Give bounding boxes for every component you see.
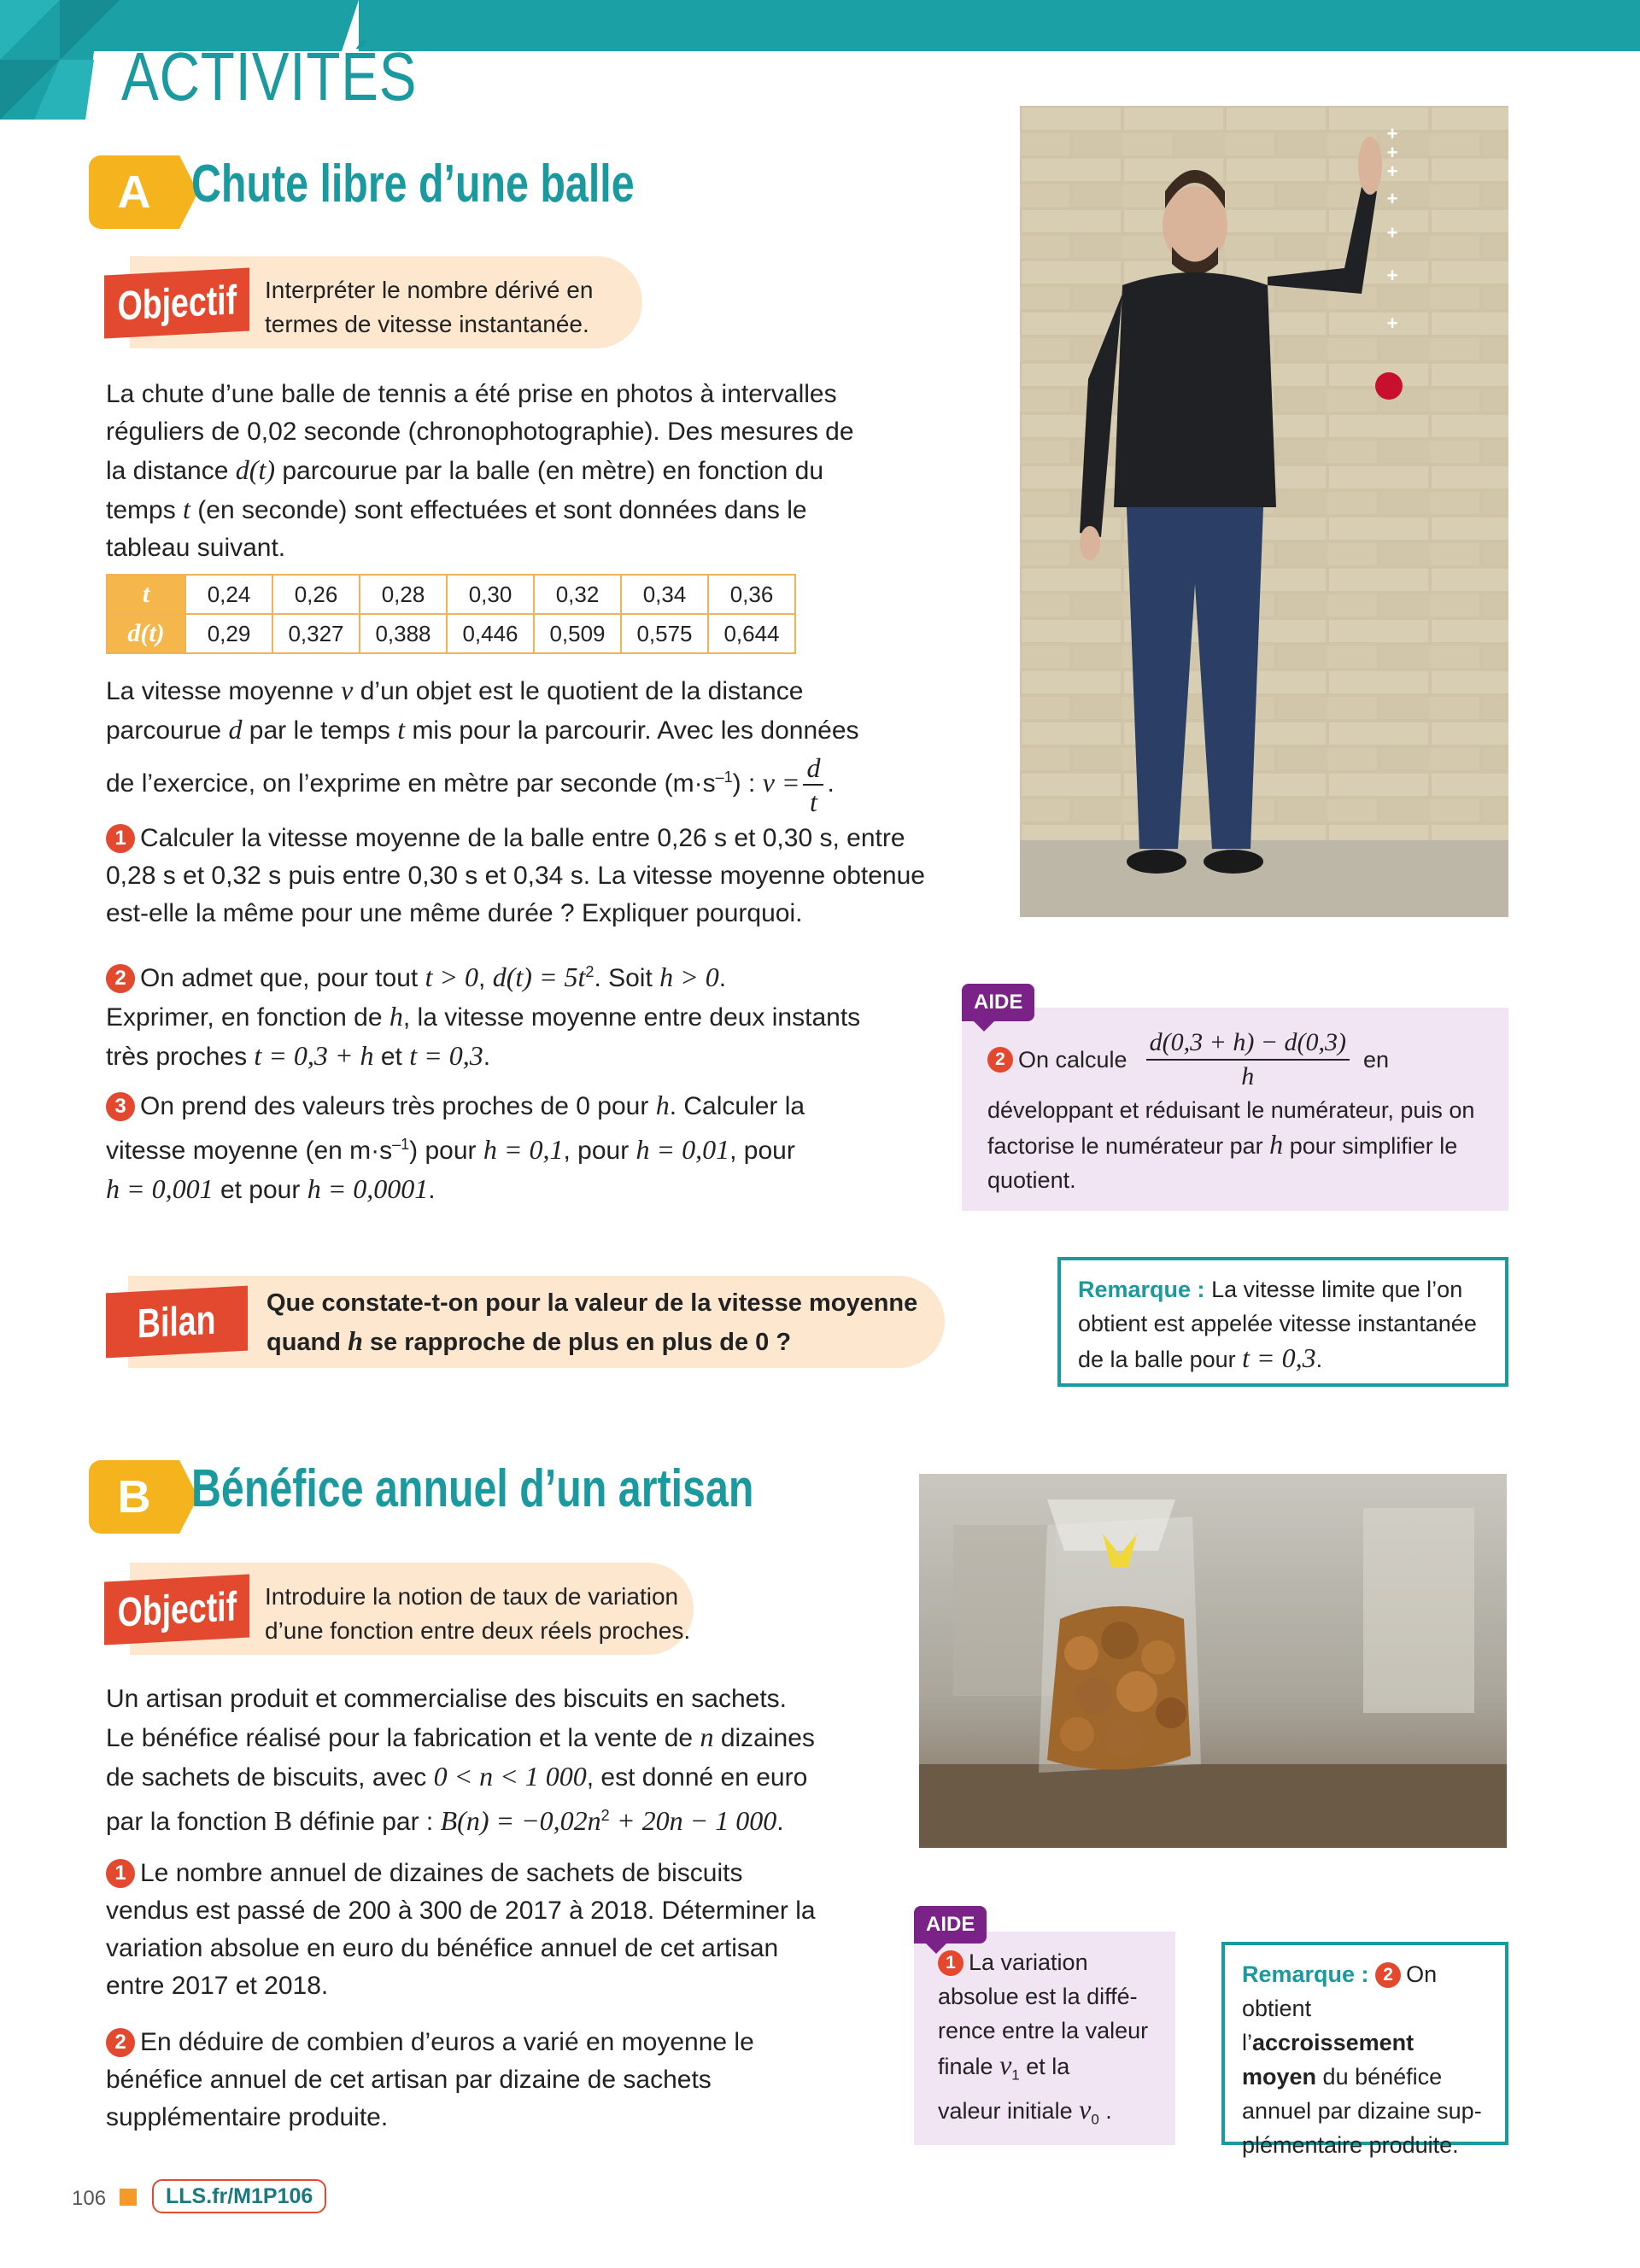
section-b-letter: B: [89, 1460, 179, 1534]
page-number: 106: [72, 2187, 107, 2210]
table-cell: 0,388: [360, 614, 447, 653]
footer-link[interactable]: LLS.fr/M1P106: [152, 2179, 326, 2213]
table-cell: 0,327: [272, 614, 360, 653]
footer-square: [120, 2189, 137, 2206]
table-cell: 0,30: [447, 575, 534, 614]
table-cell: 0,644: [708, 614, 795, 653]
table-cell: 0,36: [708, 575, 795, 614]
question-b2: 2 En déduire de combien d’euros a varié en moyenne le bénéfice annuel de cet artisan par dizaine de sachets supplémentaire produite.: [106, 2028, 754, 2131]
question-number-badge: 3: [106, 1092, 135, 1121]
table-cell: 0,26: [272, 575, 360, 614]
question-number-badge: 2: [987, 1047, 1013, 1073]
question-number-badge: 1: [938, 1950, 964, 1976]
table-cell: 0,24: [185, 575, 272, 614]
aide-fraction: $\frac{d(0,3 + h) - d(0,3)}{h}$: [1146, 1026, 1350, 1093]
table-cell: 0,28: [360, 575, 447, 614]
vitesse-definition: La vitesse moyenne v d’un objet est le quotient de la distance parcourue d par le temps t mis pour la parcourir. Avec les données de l’exercice, on l’exprime en mètre par seconde $(m\cdot s^{-1})$ : v = $\frac{d}{t}$ .: [106, 675, 859, 817]
header-band: [359, 0, 1640, 51]
table-row-header: t: [107, 575, 185, 614]
question-number-badge: 2: [106, 2028, 135, 2057]
aide-a-box: 2 On calcule $\frac{d(0,3 + h) - d(0,3)}{h}$ en développant et réduisant le numérateur, puis on factorise le numérateur par h pour simplifier le quotient.: [962, 1008, 1508, 1211]
section-b-intro: Un artisan produit et commercialise des biscuits en sachets. Le bénéfice réalisé pour la fabrication et la vente de n dizaines de sachets de biscuits, avec 0 < n < 1 000, est donné en euro par la fonction B définie par : $B(n) = -0,02n^2 + 20n - 1$ 000.: [106, 1685, 815, 1836]
table-cell: 0,509: [534, 614, 621, 653]
objectif-a: [104, 256, 642, 348]
question-a1: 1 Calculer la vitesse moyenne de la balle entre 0,26 s et 0,30 s, entre 0,28 s et 0,32 s puis entre 0,30 s et 0,34 s. La vitesse moyenne obtenue est-elle la même pour une même durée ? Expliquer pourquoi.: [106, 824, 925, 927]
table-row-header: d(t): [107, 614, 185, 653]
section-a-title: Chute libre d’une balle: [191, 155, 635, 213]
aide-b-box: 1 La variation absolue est la diffé- rence entre la valeur finale $v_1$ et la valeur initiale $v_0$ .: [914, 1932, 1175, 2145]
question-number-badge: 1: [106, 824, 135, 853]
table-cell: 0,446: [447, 614, 534, 653]
table-cell: 0,575: [621, 614, 708, 653]
remarque-b-box: Remarque : 2 On obtient l’accroissement moyen du bénéfice annuel par dizaine sup- plémentaire produite.: [1221, 1942, 1508, 2145]
velocity-fraction: $\frac{d}{t}$: [803, 751, 823, 818]
table-row: [107, 614, 795, 653]
question-number-badge: 2: [1375, 1962, 1401, 1988]
table-row: [107, 575, 795, 614]
bilan-text: Que constate-t-on pour la valeur de la vitesse moyenne quand h se rapproche de plus en plus de 0 ?: [266, 1289, 918, 1356]
section-b-title: Bénéfice annuel d’un artisan: [191, 1459, 754, 1518]
measurement-table: [106, 574, 796, 654]
question-a3: 3 On prend des valeurs très proches de 0 pour h. Calculer la vitesse moyenne (en $m\cdot s^{-1}$) pour h = 0,1, pour h = 0,01, pour h = 0,001 et pour h = 0,0001.: [106, 1090, 805, 1204]
page-title: ACTIVITÉS: [121, 38, 418, 114]
question-b1: 1 Le nombre annuel de dizaines de sachets de biscuits vendus est passé de 200 à 300 de 2017 à 2018. Déterminer la variation absolue en euro du bénéfice annuel de cet artisan entre 2017 et 2018.: [106, 1859, 816, 2000]
biscuits-photo: [919, 1474, 1507, 1848]
aide-a-tag: AIDE: [962, 984, 1034, 1021]
remarque-a-box: Remarque : La vitesse limite que l’on obtient est appelée vitesse instantanée de la balle pour t = 0,3.: [1057, 1257, 1508, 1387]
table-cell: 0,34: [621, 575, 708, 614]
question-number-badge: 2: [106, 964, 135, 993]
table-cell: 0,32: [534, 575, 621, 614]
objectif-b: [104, 1563, 694, 1655]
table-cell: 0,29: [185, 614, 272, 653]
section-a-letter: A: [89, 155, 179, 229]
objectif-b-tag: Objectif: [104, 1575, 249, 1645]
objectif-b-text: Introduire la notion de taux de variation d’une fonction entre deux réels proches.: [265, 1583, 691, 1644]
motion-plus-marks: + + + + + + +: [1386, 123, 1398, 334]
objectif-a-tag: Objectif: [104, 268, 249, 339]
section-a-intro: La chute d’une balle de tennis a été prise en photos à intervalles réguliers de 0,02 seconde (chronophotographie). Des mesures de la distance d(t) parcourue par la balle (en mètre) en fonction du temps t (en seconde) sont effectuées et sont données dans le tableau suivant.: [106, 380, 854, 562]
question-a2: 2 On admet que, pour tout t > 0, $d(t) = 5t^2$. Soit h > 0. Exprimer, en fonction de h, la vitesse moyenne entre deux instants très proches t = 0,3 + h et t = 0,3.: [106, 962, 861, 1071]
objectif-a-text: Interpréter le nombre dérivé en termes de vitesse instantanée.: [265, 277, 594, 337]
ball-drop-photo: [1020, 106, 1508, 917]
question-number-badge: 1: [106, 1859, 135, 1888]
aide-b-tag: AIDE: [914, 1906, 987, 1944]
bilan-tag: Bilan: [106, 1286, 248, 1359]
